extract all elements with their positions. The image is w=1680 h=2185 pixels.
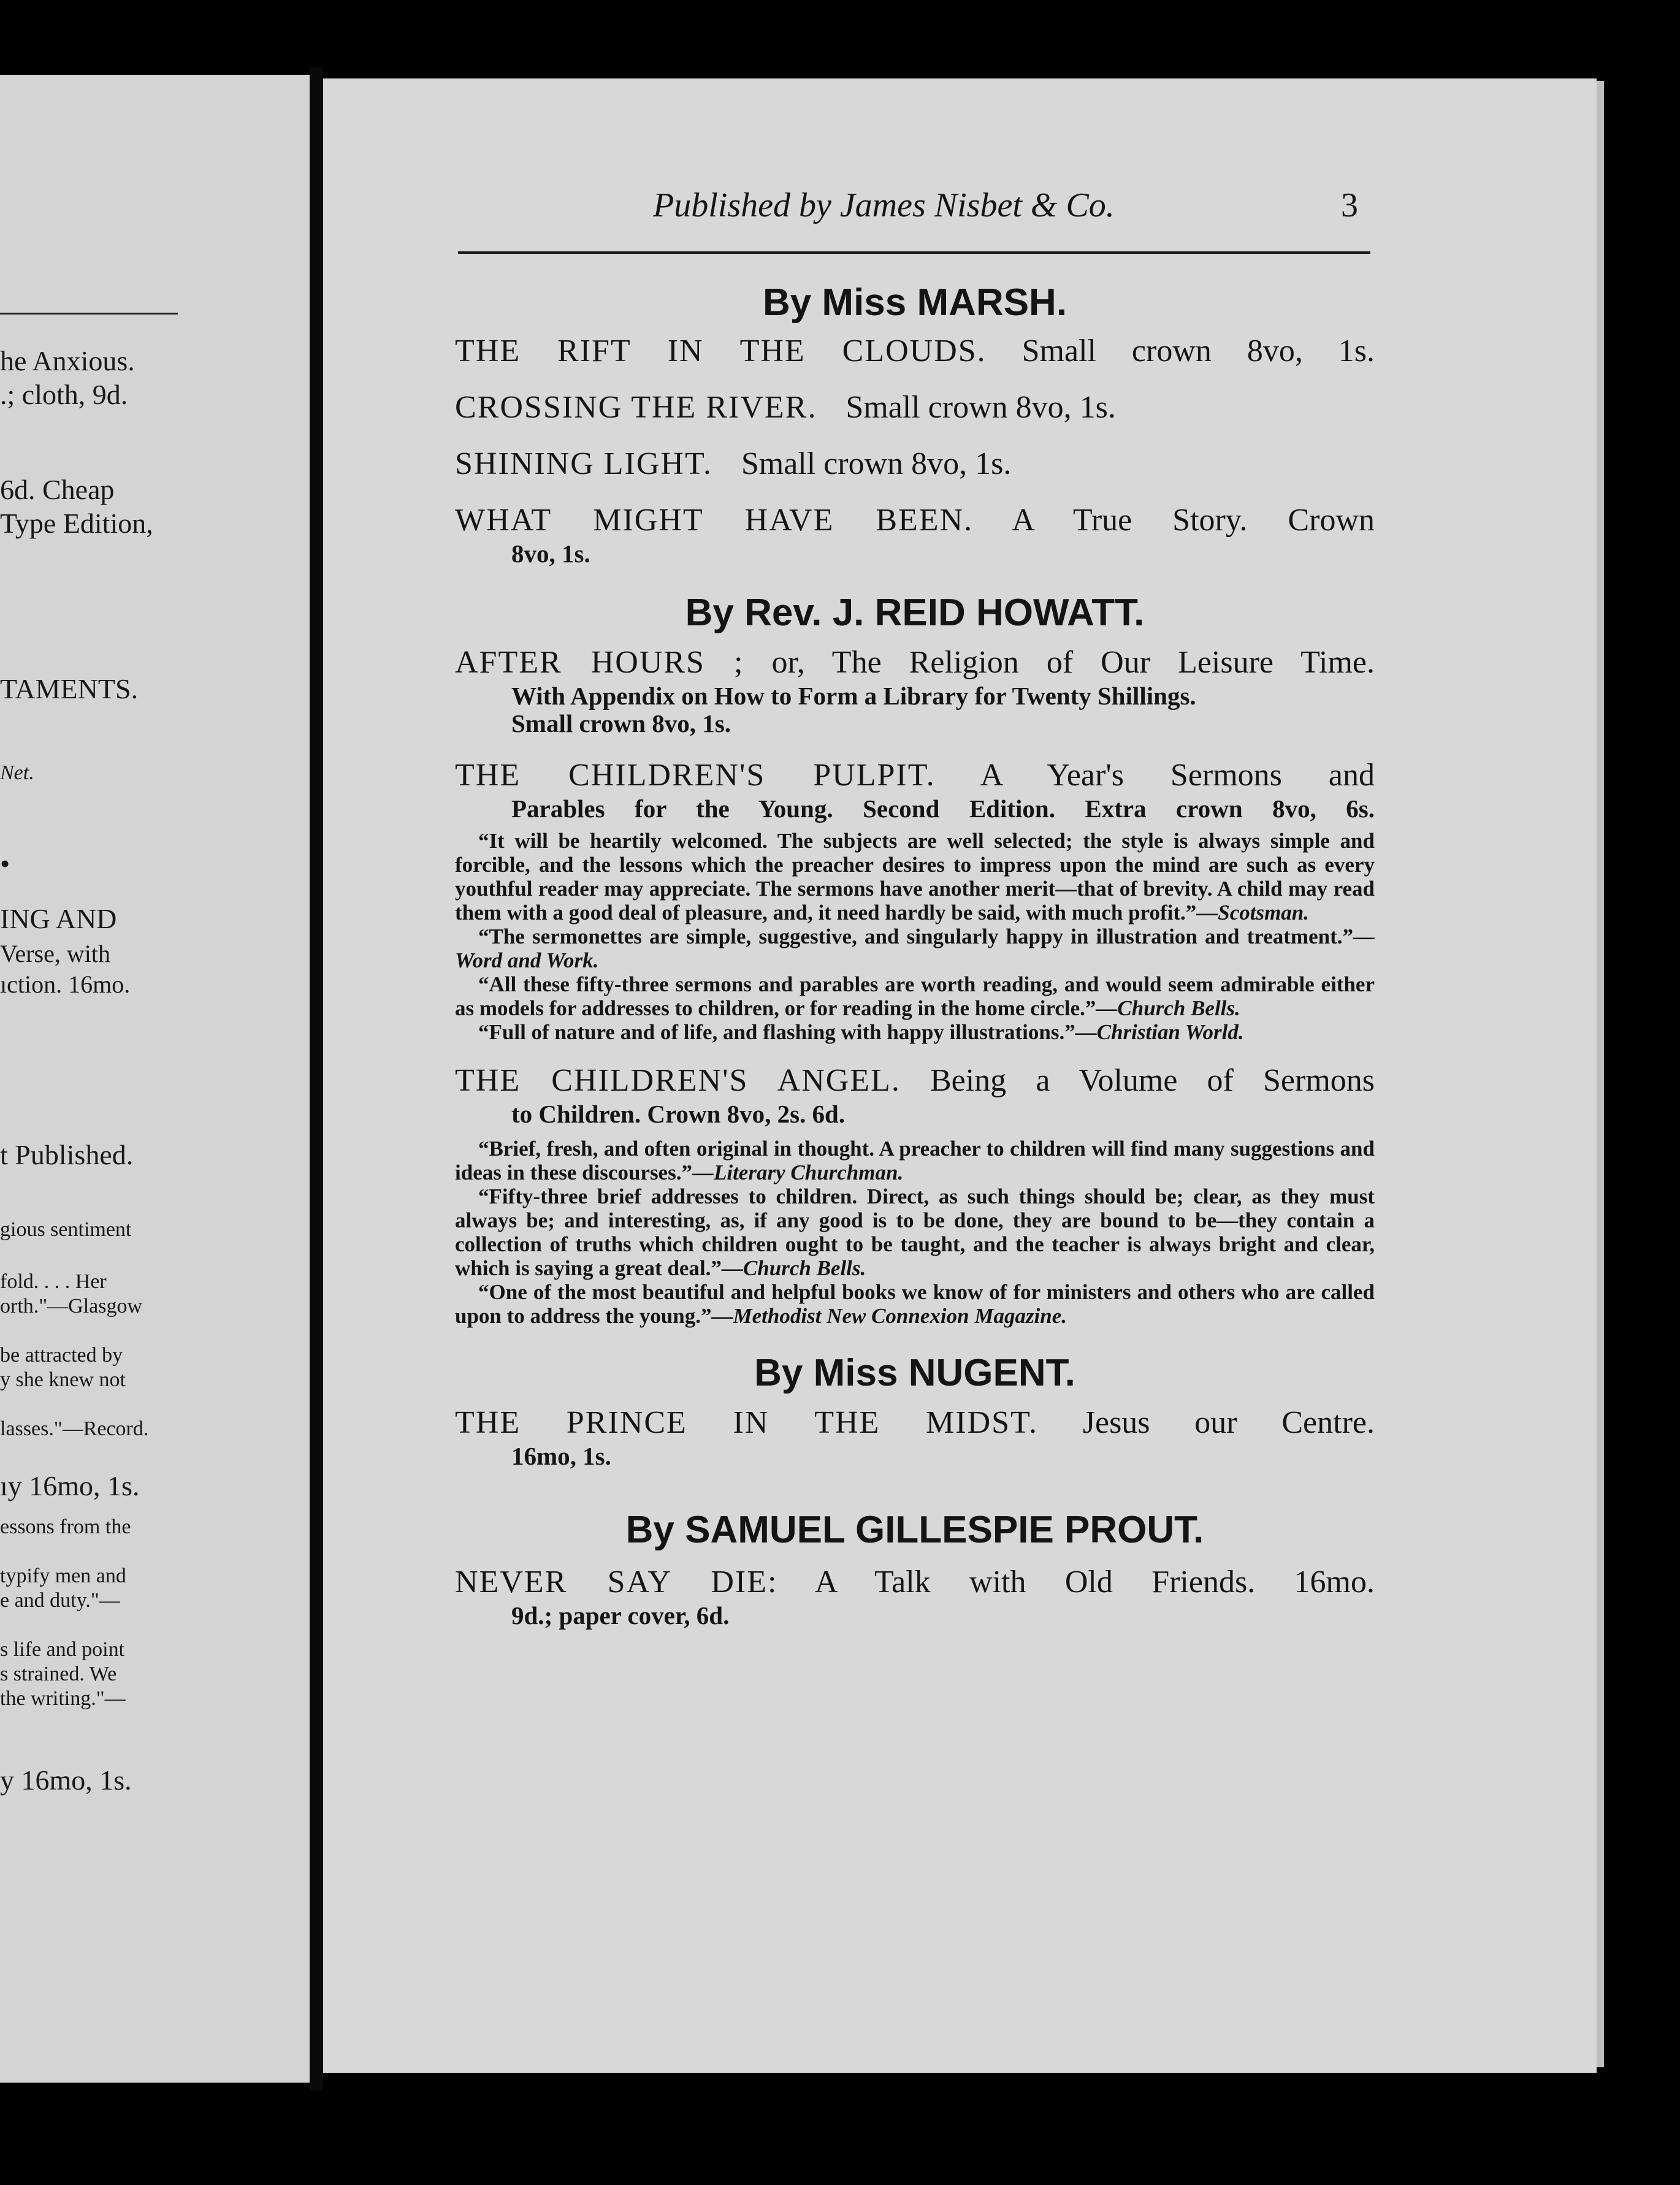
- facing-page-line: lasses."—Record.: [0, 1417, 149, 1440]
- book-entry: [455, 756, 1375, 823]
- book-details: A Year's Sermons and: [980, 758, 1375, 793]
- review-source: —Literary Churchman.: [692, 1161, 904, 1184]
- book-entry: [455, 1563, 1375, 1630]
- review-source: —Christian World.: [1075, 1020, 1244, 1044]
- book-title: THE RIFT IN THE CLOUDS.: [455, 334, 987, 368]
- book-title: SHINING LIGHT.: [455, 446, 712, 481]
- book-entry: [455, 444, 1375, 484]
- review-quote: “Fifty-three brief addresses to children. Direct, as such things should be; clear, as they must always be; and interesting, as, if any good is to be done, they are bound to be—they contain a collection of truths which children ought to be taught, and the teacher is always bright and clear, which is saying a great deal.”: [455, 1184, 1375, 1280]
- facing-page-line: 6d. Cheap: [0, 474, 115, 505]
- book-gutter: [310, 67, 323, 2091]
- facing-page-line: y 16mo, 1s.: [0, 1764, 132, 1796]
- facing-page-line: .; cloth, 9d.: [0, 379, 128, 410]
- book-details: or, The Religion of Our Leisure Time.: [771, 645, 1375, 680]
- book-title: THE PRINCE IN THE MIDST.: [455, 1405, 1038, 1440]
- author-heading: By Miss NUGENT.: [754, 1352, 1075, 1394]
- review-source: —Church Bells.: [721, 1256, 866, 1280]
- book-title-line: [455, 756, 1375, 795]
- facing-page-line: Type Edition,: [0, 508, 153, 539]
- book-entry: [455, 332, 1375, 371]
- book-title-line: [455, 1563, 1375, 1602]
- catalogue-content: [455, 281, 1375, 1630]
- book-title-line: [455, 444, 1375, 484]
- page-edge: [1597, 81, 1604, 2067]
- book-entry: [455, 1403, 1375, 1470]
- facing-page-line: ıy 16mo, 1s.: [0, 1470, 140, 1501]
- press-review: [455, 1020, 1375, 1044]
- press-review: [455, 1280, 1375, 1328]
- book-title-line: [455, 388, 1375, 427]
- book-details: Small crown 8vo, 1s.: [846, 390, 1116, 425]
- facing-page-line: he Anxious.: [0, 345, 135, 376]
- review-quote: “Full of nature and of life, and flashing with happy illustrations.”: [478, 1020, 1075, 1044]
- facing-page-line: the writing."—: [0, 1687, 126, 1710]
- book-title: THE CHILDREN'S PULPIT.: [455, 758, 936, 793]
- review-quote: “One of the most beautiful and helpful books we know of for ministers and others who are called upon to address the young.”: [455, 1280, 1375, 1328]
- facing-page-line: e and duty."—: [0, 1589, 120, 1612]
- facing-page-left: [0, 75, 310, 2083]
- book-details-continued: Small crown 8vo, 1s.: [511, 709, 731, 738]
- book-entry: [455, 1061, 1375, 1128]
- press-review: [455, 1184, 1375, 1280]
- facing-page-line: t Published.: [0, 1139, 134, 1170]
- running-head: [323, 186, 1597, 241]
- facing-page-line: •: [0, 848, 10, 879]
- author-heading: By SAMUEL GILLESPIE PROUT.: [625, 1509, 1204, 1551]
- press-review: [455, 829, 1375, 925]
- review-source: —Word and Work.: [455, 925, 1375, 972]
- book-details-continued: 9d.; paper cover, 6d.: [511, 1601, 730, 1630]
- press-review: [455, 925, 1375, 972]
- book-title-line: [455, 332, 1375, 371]
- facing-page-line: essons from the: [0, 1516, 131, 1538]
- book-details: Small crown 8vo, 1s.: [741, 446, 1012, 481]
- review-source: —Church Bells.: [1096, 996, 1240, 1020]
- book-details: Jesus our Centre.: [1082, 1405, 1375, 1440]
- facing-page-line: typify men and: [0, 1565, 126, 1587]
- book-title: CROSSING THE RIVER.: [455, 390, 817, 425]
- facing-page-line: TAMENTS.: [0, 673, 139, 704]
- facing-page-line: Net.: [0, 761, 34, 784]
- review-quote: “The sermonettes are simple, suggestive, and singularly happy in illustration and treatment.”: [478, 925, 1353, 948]
- review-spacer: [455, 1044, 1375, 1061]
- book-details-continued: With Appendix on How to Form a Library for Twenty Shillings.: [511, 682, 1196, 710]
- book-entry: [455, 501, 1375, 568]
- publisher-line: Published by James Nisbet & Co.: [653, 186, 1115, 224]
- book-title: THE CHILDREN'S ANGEL.: [455, 1063, 901, 1098]
- book-title: AFTER HOURS ;: [455, 645, 744, 680]
- book-entry: [455, 388, 1375, 427]
- review-quote: “All these fifty-three sermons and parables are worth reading, and would seem admirable either as models for addresses to children, or for reading in the home circle.”: [455, 972, 1375, 1020]
- book-details: A True Story. Crown: [1012, 503, 1375, 538]
- facing-page-line: s strained. We: [0, 1663, 117, 1685]
- book-details: A Talk with Old Friends. 16mo.: [814, 1565, 1375, 1600]
- author-heading: By Rev. J. REID HOWATT.: [685, 592, 1145, 634]
- review-source: —Methodist New Connexion Magazine.: [711, 1304, 1067, 1328]
- book-details-continued: Parables for the Young. Second Edition. Extra crown 8vo, 6s.: [511, 795, 1375, 823]
- book-details-continued: 16mo, 1s.: [511, 1442, 611, 1470]
- book-details-continued: 8vo, 1s.: [511, 540, 590, 568]
- review-source: —Scotsman.: [1196, 901, 1310, 925]
- book-details-continued: to Children. Crown 8vo, 2s. 6d.: [511, 1100, 846, 1128]
- facing-page-line: y she knew not: [0, 1368, 126, 1391]
- facing-page-line: gious sentiment: [0, 1218, 132, 1241]
- facing-page-rule: [0, 313, 178, 315]
- facing-page-line: orth."—Glasgow: [0, 1295, 143, 1317]
- facing-page-line: Verse, with: [0, 940, 110, 967]
- facing-page-line: s life and point: [0, 1638, 125, 1661]
- book-title-line: [455, 643, 1375, 682]
- book-title: NEVER SAY DIE:: [455, 1565, 778, 1600]
- facing-page-line: ING AND: [0, 903, 117, 934]
- press-review: [455, 972, 1375, 1020]
- author-heading: By Miss MARSH.: [762, 281, 1067, 324]
- book-details: Being a Volume of Sermons: [930, 1063, 1375, 1098]
- catalogue-page: [323, 78, 1597, 2073]
- book-title-line: [455, 1061, 1375, 1100]
- facing-page-line: fold. . . . Her: [0, 1270, 107, 1293]
- facing-page-line: be attracted by: [0, 1344, 123, 1367]
- book-title: WHAT MIGHT HAVE BEEN.: [455, 503, 974, 538]
- book-title-line: [455, 1403, 1375, 1443]
- press-review: [455, 1137, 1375, 1184]
- book-title-line: [455, 501, 1375, 540]
- book-details: Small crown 8vo, 1s.: [1021, 334, 1375, 368]
- header-rule: [458, 251, 1370, 254]
- facing-page-line: ıction. 16mo.: [0, 970, 131, 998]
- review-quote: “It will be heartily welcomed. The subjects are well selected; the style is always simple and forcible, and the lessons which the preacher desires to impress upon the mind are such as every youthful reader may appreciate. The sermons have another merit—that of brevity. A child may read them with a good deal of pleasure, and, it need hardly be said, with much profit.”: [455, 829, 1375, 925]
- page-number: 3: [1341, 186, 1358, 224]
- book-entry: [455, 643, 1375, 738]
- review-quote: “Brief, fresh, and often original in thought. A preacher to children will find many suggestions and ideas in these discourses.”: [455, 1137, 1375, 1184]
